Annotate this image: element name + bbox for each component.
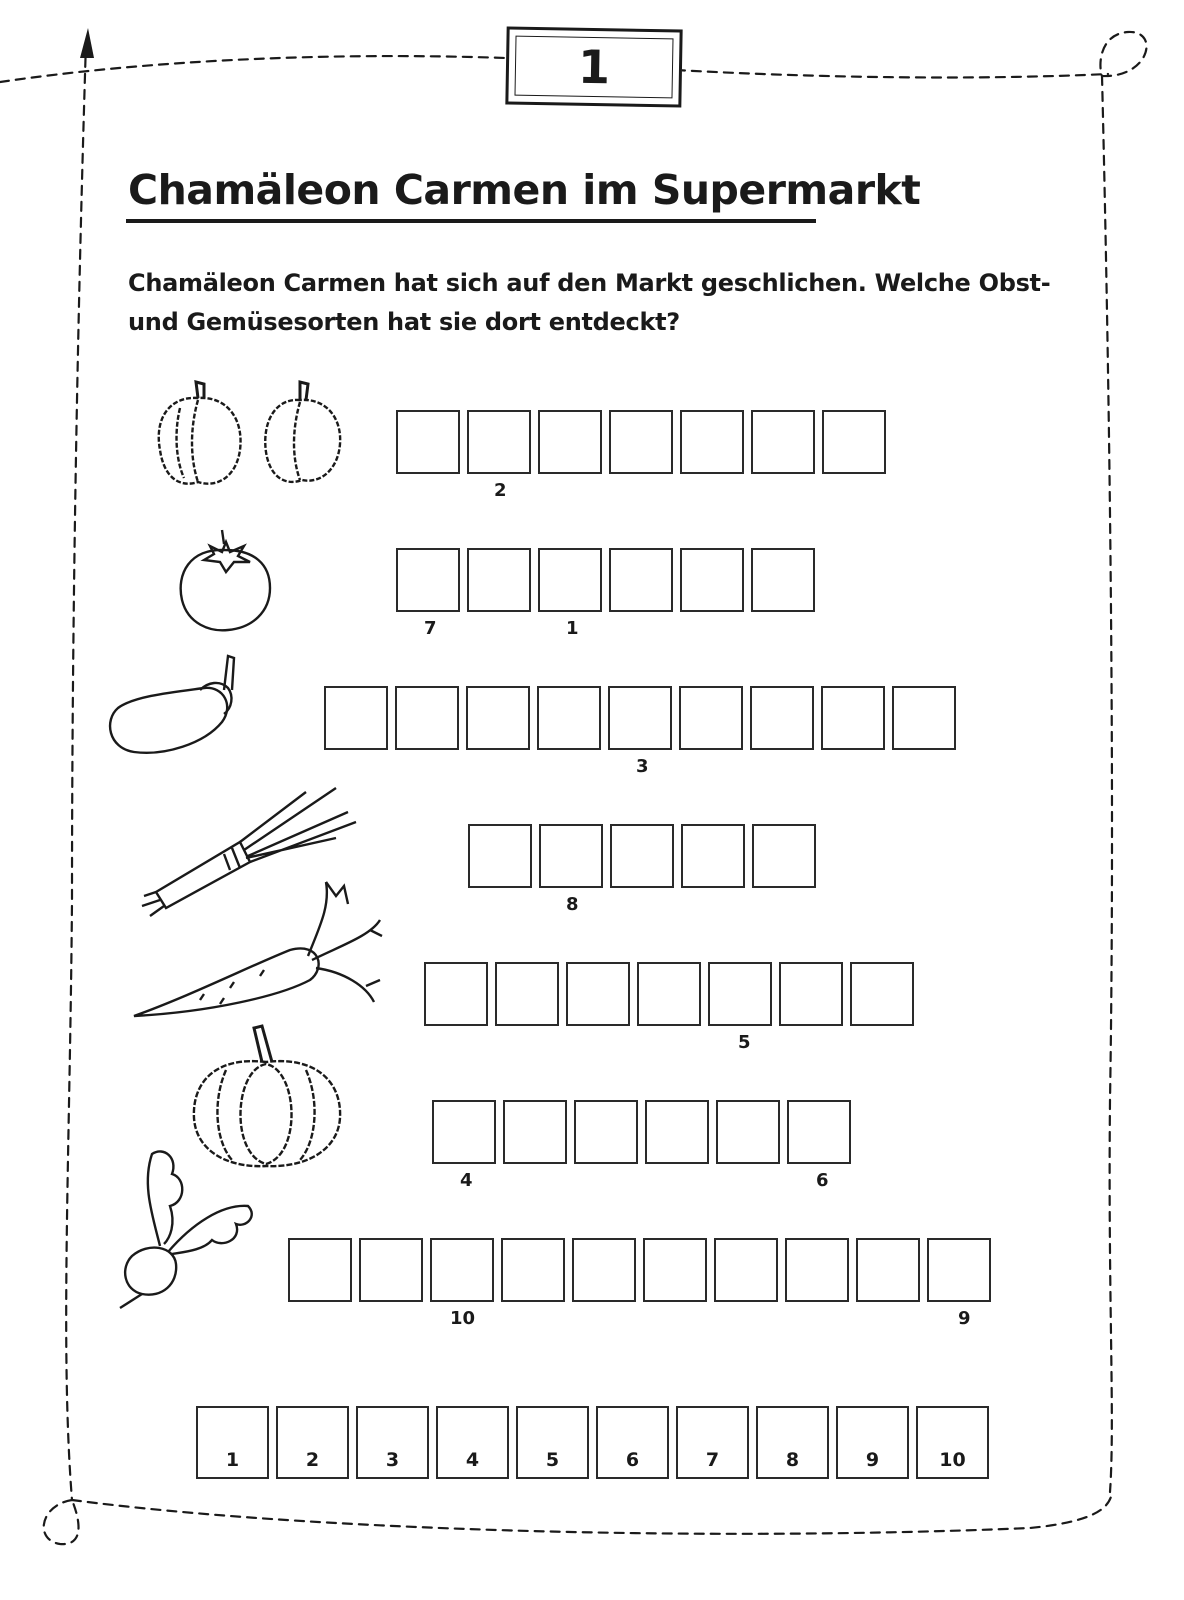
tomato-icon (170, 528, 280, 638)
letter-box[interactable] (468, 824, 532, 888)
letter-box[interactable] (680, 548, 744, 612)
letter-box[interactable] (424, 962, 488, 1026)
letter-box[interactable] (395, 686, 459, 750)
letter-box[interactable] (539, 824, 603, 888)
letter-box[interactable] (572, 1238, 636, 1302)
box-number-label: 1 (566, 618, 579, 639)
letter-box[interactable] (495, 962, 559, 1026)
letter-box[interactable] (574, 1100, 638, 1164)
letter-box[interactable] (501, 1238, 565, 1302)
box-number-label: 4 (460, 1170, 473, 1191)
letter-box[interactable] (537, 686, 601, 750)
letter-box[interactable] (679, 686, 743, 750)
letter-box[interactable] (750, 686, 814, 750)
letter-box[interactable] (610, 824, 674, 888)
letter-box[interactable] (785, 1238, 849, 1302)
solution-box[interactable] (916, 1406, 989, 1479)
letter-box[interactable] (850, 962, 914, 1026)
letter-box[interactable] (752, 824, 816, 888)
title-underline (126, 219, 816, 223)
solution-box-number: 7 (705, 1449, 720, 1471)
box-number-label: 2 (494, 480, 507, 501)
eggplant-icon (104, 652, 244, 762)
letter-box[interactable] (609, 410, 673, 474)
radish-icon (112, 1144, 262, 1314)
letter-box[interactable] (467, 548, 531, 612)
letter-box[interactable] (430, 1238, 494, 1302)
puzzle-row-carrot (424, 962, 921, 1026)
letter-box[interactable] (751, 548, 815, 612)
letter-box[interactable] (856, 1238, 920, 1302)
letter-box[interactable] (538, 548, 602, 612)
letter-box[interactable] (645, 1100, 709, 1164)
letter-box[interactable] (396, 410, 460, 474)
letter-box[interactable] (432, 1100, 496, 1164)
solution-box-number: 1 (225, 1449, 240, 1471)
puzzle-row-pumpkin (432, 1100, 858, 1164)
solution-word-row (196, 1406, 996, 1479)
solution-box-number: 6 (625, 1449, 640, 1471)
letter-box[interactable] (821, 686, 885, 750)
page-number: 1 (577, 39, 611, 95)
letter-box[interactable] (779, 962, 843, 1026)
solution-box-number: 8 (785, 1449, 800, 1471)
letter-box[interactable] (892, 686, 956, 750)
letter-box[interactable] (716, 1100, 780, 1164)
solution-box-number: 5 (545, 1449, 560, 1471)
solution-box[interactable] (516, 1406, 589, 1479)
letter-box[interactable] (324, 686, 388, 750)
letter-box[interactable] (608, 686, 672, 750)
box-number-label: 8 (566, 894, 579, 915)
solution-box[interactable] (196, 1406, 269, 1479)
box-number-label: 9 (958, 1308, 971, 1329)
letter-box[interactable] (466, 686, 530, 750)
solution-box[interactable] (836, 1406, 909, 1479)
solution-box[interactable] (436, 1406, 509, 1479)
instructions-text: Chamäleon Carmen hat sich auf den Markt geschlichen. Welche Obst- und Gemüsesorten hat sie dort entdeckt? (128, 269, 1051, 336)
carrot-icon (130, 876, 390, 1026)
letter-box[interactable] (609, 548, 673, 612)
solution-box[interactable] (676, 1406, 749, 1479)
letter-box[interactable] (566, 962, 630, 1026)
box-number-label: 7 (424, 618, 437, 639)
box-number-label: 6 (816, 1170, 829, 1191)
letter-box[interactable] (538, 410, 602, 474)
box-number-label: 3 (636, 756, 649, 777)
letter-box[interactable] (503, 1100, 567, 1164)
letter-box[interactable] (637, 962, 701, 1026)
solution-box-number: 2 (305, 1449, 320, 1471)
letter-box[interactable] (467, 410, 531, 474)
page-title: Chamäleon Carmen im Supermarkt (128, 166, 921, 214)
puzzle-row-tomato (396, 548, 822, 612)
puzzle-row-radish (288, 1238, 998, 1302)
letter-box[interactable] (714, 1238, 778, 1302)
letter-box[interactable] (927, 1238, 991, 1302)
letter-box[interactable] (643, 1238, 707, 1302)
page-number-box (505, 26, 682, 107)
letter-box[interactable] (288, 1238, 352, 1302)
letter-box[interactable] (787, 1100, 851, 1164)
letter-box[interactable] (822, 410, 886, 474)
solution-box[interactable] (596, 1406, 669, 1479)
letter-box[interactable] (680, 410, 744, 474)
puzzle-row-eggplant (324, 686, 963, 750)
box-number-label: 5 (738, 1032, 751, 1053)
solution-box[interactable] (356, 1406, 429, 1479)
solution-box-number: 3 (385, 1449, 400, 1471)
solution-box-number: 10 (939, 1449, 966, 1471)
letter-box[interactable] (681, 824, 745, 888)
puzzle-row-leek (468, 824, 823, 888)
letter-box[interactable] (708, 962, 772, 1026)
bell-peppers-icon (150, 378, 350, 498)
puzzle-row-bell-pepper (396, 410, 893, 474)
letter-box[interactable] (359, 1238, 423, 1302)
letter-box[interactable] (396, 548, 460, 612)
solution-box-number: 9 (865, 1449, 880, 1471)
box-number-label: 10 (450, 1308, 476, 1329)
solution-box-number: 4 (465, 1449, 480, 1471)
solution-box[interactable] (276, 1406, 349, 1479)
letter-box[interactable] (751, 410, 815, 474)
solution-box[interactable] (756, 1406, 829, 1479)
